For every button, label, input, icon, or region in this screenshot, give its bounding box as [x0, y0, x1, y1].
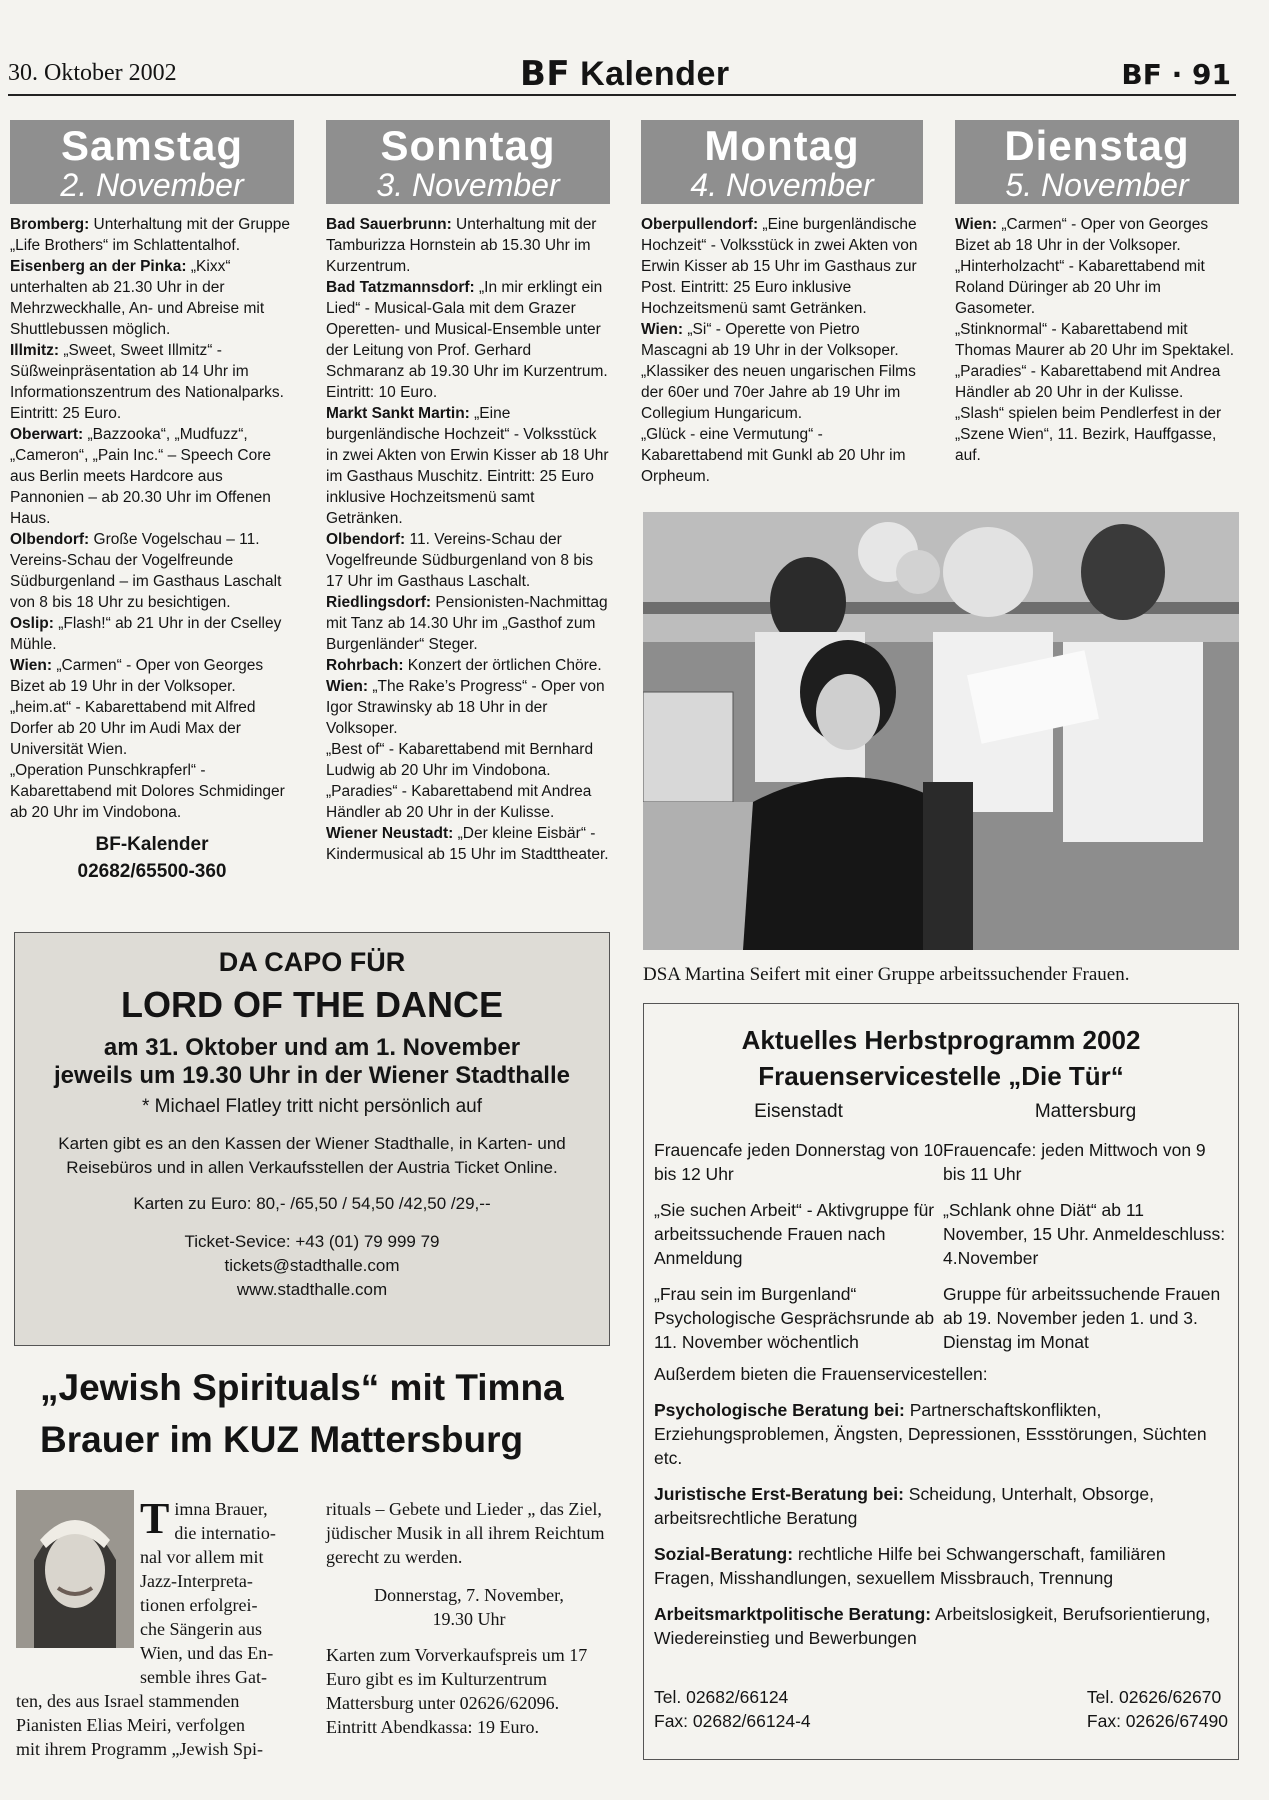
- service-label: Psychologische Beratung bei:: [654, 1400, 905, 1420]
- dacapo-note: * Michael Flatley tritt nicht persönlich auf: [141, 1096, 483, 1117]
- service-item: [654, 1602, 1228, 1650]
- event-place: Olbendorf:: [326, 531, 406, 548]
- event-item: [641, 319, 923, 361]
- event-place: Oberpullendorf:: [641, 216, 759, 233]
- event-item: [326, 592, 610, 655]
- jewish-body-side: [140, 1494, 300, 1689]
- body-line: Pianisten Elias Meiri, verfolgen: [16, 1715, 245, 1735]
- jewish-tickets: Karten zum Vorverkaufspreis um 17 Euro gibt es im Kulturzentrum Mattersburg unter 02626/62096. Eintritt Abendkassa: 19 Euro.: [326, 1645, 588, 1737]
- event-text: „The Rake’s Progress“ - Oper von Igor Strawinsky ab 18 Uhr in der Volksoper.: [326, 678, 605, 737]
- event-text: „heim.at“ - Kabarettabend mit Alfred Dorfer ab 20 Uhr im Audi Max der Universität Wien.: [10, 699, 256, 758]
- dacapo-web: www.stadthalle.com: [236, 1280, 388, 1299]
- event-place: Oberwart:: [10, 426, 84, 443]
- event-text: „Best of“ - Kabarettabend mit Bernhard Ludwig ab 20 Uhr im Vindobona.: [326, 741, 594, 779]
- service-item: [654, 1398, 1228, 1470]
- event-place: Rohrbach:: [326, 657, 404, 674]
- day-date: 5. November: [1005, 167, 1189, 203]
- event-text: „In mir erklingt ein Lied“ - Musical-Gala mit dem Grazer Operetten- und Musical-Ensemble unter der Leitung von Prof. Gerhard Schmaranz ab 19.30 Uhr im Kurzentrum. Eintritt: 10 Euro.: [326, 279, 608, 401]
- event-item: [326, 214, 610, 277]
- service-text: Scheidung, Unterhalt, Obsorge, arbeitsrechtliche Beratung: [654, 1484, 1154, 1528]
- dacapo-email: tickets@stadthalle.com: [224, 1256, 400, 1275]
- dacapo-sales-line: Karten gibt es an den Kassen der Wiener Stadthalle, in Karten- und: [58, 1134, 566, 1153]
- body-line: mit ihrem Programm „Jewish Spi-: [16, 1739, 263, 1759]
- event-item: [10, 613, 294, 655]
- service-item: [654, 1482, 1228, 1530]
- event-item: [955, 403, 1239, 466]
- event-text: „Stinknormal“ - Kabarettabend mit Thomas Maurer ab 20 Uhr im Spektakel.: [955, 321, 1235, 359]
- city-name: Eisenstadt: [754, 1101, 843, 1122]
- event-list: [326, 214, 610, 865]
- event-place: Wien:: [955, 216, 998, 233]
- program-item: Frauencafe: jeden Mittwoch von 9 bis 11 Uhr: [943, 1140, 1206, 1184]
- event-item: [10, 256, 294, 340]
- service-text: Arbeitslosigkeit, Berufsorientierung, Wiedereinstieg und Bewerbungen: [654, 1604, 1211, 1648]
- event-list: [955, 214, 1239, 466]
- issue-date: 30. Oktober 2002: [8, 60, 177, 86]
- event-item: [955, 319, 1239, 361]
- contact-fax: Fax: 02682/66124-4: [654, 1711, 811, 1731]
- body-line: tionen erfolgrei-: [140, 1595, 258, 1615]
- services-intro: Außerdem bieten die Frauenservicestellen:: [654, 1364, 988, 1384]
- body-line: Wien, und das En-: [140, 1643, 274, 1663]
- day-column-samstag: [10, 120, 294, 885]
- day-date: 2. November: [60, 167, 244, 203]
- event-item: [955, 256, 1239, 319]
- event-text: Unterhaltung mit der Tamburizza Hornstein ab 15.30 Uhr im Kurzentrum.: [326, 216, 597, 275]
- body-line: Jazz-Interpreta-: [140, 1571, 253, 1591]
- program-item: „Frau sein im Burgenland“ Psychologische Gesprächsrunde ab 11. November wöchentlich: [654, 1284, 935, 1352]
- event-text: „Eine burgenländische Hochzeit“ - Volksstück in zwei Akten von Erwin Kisser ab 15 Uhr im Gasthaus zur Post. Eintritt: 25 Euro inklusive Hochzeitsmenü samt Getränken.: [641, 216, 918, 317]
- dacapo-contact: [15, 1230, 609, 1302]
- event-text: „Klassiker des neuen ungarischen Films der 60er und 70er Jahre ab 19 Uhr im Collegium Hungaricum.: [641, 363, 916, 422]
- contact-tel: Tel. 02682/66124: [654, 1687, 789, 1707]
- event-place: Oslip:: [10, 615, 54, 632]
- service-label: Sozial-Beratung:: [654, 1544, 794, 1564]
- event-text: „Glück - eine Vermutung“ - Kabarettabend mit Gunkl ab 20 Uhr im Orpheum.: [641, 426, 906, 485]
- day-column-sonntag: [326, 120, 610, 865]
- service-item: [654, 1542, 1228, 1590]
- event-item: [326, 781, 610, 823]
- title-section: Kalender: [580, 55, 730, 93]
- day-column-dienstag: [955, 120, 1239, 466]
- event-text: „Hinterholzacht“ - Kabarettabend mit Roland Düringer ab 20 Uhr im Gasometer.: [955, 258, 1205, 317]
- event-item: [10, 529, 294, 613]
- event-item: [326, 823, 610, 865]
- contact-tel: Tel. 02626/62670: [1086, 1687, 1222, 1707]
- event-item: [10, 655, 294, 697]
- page-number: BF · 91: [1121, 58, 1231, 91]
- jewish-headline-line: Brauer im KUZ Mattersburg: [40, 1419, 524, 1460]
- day-date: 4. November: [690, 167, 874, 203]
- event-place: Wiener Neustadt:: [326, 825, 454, 842]
- event-item: [326, 529, 610, 592]
- day-header: [955, 120, 1239, 204]
- program-item: „Schlank ohne Diät“ ab 11 November, 15 Uhr. Anmeldeschluss: 4.November: [943, 1200, 1226, 1268]
- kalender-phone: 02682/65500-360: [77, 861, 227, 882]
- event-item: [326, 739, 610, 781]
- contact-fax: Fax: 02626/67490: [1086, 1711, 1228, 1731]
- event-text: „Paradies“ - Kabarettabend mit Andrea Händler ab 20 Uhr in der Kulisse.: [326, 783, 592, 821]
- dacapo-kicker: DA CAPO FÜR: [218, 947, 406, 977]
- page-title: [520, 54, 730, 94]
- day-header: [326, 120, 610, 204]
- event-item: [326, 403, 610, 529]
- mattersburg-contact: [1087, 1685, 1228, 1733]
- frauen-locations: [644, 1094, 1238, 1354]
- jewish-headline: [40, 1362, 610, 1466]
- event-item: [641, 214, 923, 319]
- frauen-services: [644, 1354, 1238, 1650]
- event-place: Markt Sankt Martin:: [326, 405, 470, 422]
- event-text: „Eine burgenländische Hochzeit“ - Volksstück in zwei Akten von Erwin Kisser ab 18 Uhr im Gasthaus Muschitz. Eintritt: 25 Euro inklusive Hochzeitsmenü samt Getränken.: [326, 405, 609, 527]
- jewish-headline-line: „Jewish Spirituals“ mit Timna: [40, 1367, 564, 1408]
- event-item: [10, 697, 294, 760]
- event-item: [10, 214, 294, 256]
- dacapo-time: jeweils um 19.30 Uhr in der Wiener Stadthalle: [54, 1062, 570, 1089]
- day-name: Sonntag: [380, 122, 556, 169]
- event-text: „Slash“ spielen beim Pendlerfest in der „Szene Wien“, 11. Bezirk, Hauffgasse, auf.: [955, 405, 1222, 464]
- event-place: Olbendorf:: [10, 531, 90, 548]
- event-place: Wien:: [326, 678, 369, 695]
- photo-caption: DSA Martina Seifert mit einer Gruppe arbeitssuchender Frauen.: [643, 964, 1130, 985]
- service-text: rechtliche Hilfe bei Schwangerschaft, familiären Fragen, Misshandlungen, sexuellem Missbrauch, Trennung: [654, 1544, 1166, 1588]
- event-text: „Carmen“ - Oper von Georges Bizet ab 19 Uhr in der Volksoper.: [10, 657, 264, 695]
- frauen-title-line: Frauenservicestelle „Die Tür“: [758, 1061, 1124, 1091]
- photo-illustration: [643, 512, 1239, 950]
- frauen-mattersburg: [943, 1100, 1228, 1354]
- jewish-body-full: [16, 1689, 306, 1761]
- event-item: [641, 361, 923, 424]
- service-text: Partnerschaftskonflikten, Erziehungsproblemen, Ängsten, Depressionen, Essstörungen, Süchten etc.: [654, 1400, 1207, 1468]
- event-place: Wien:: [10, 657, 53, 674]
- event-text: „Flash!“ ab 21 Uhr in der Cselley Mühle.: [10, 615, 282, 653]
- event-text: Pensionisten-Nachmittag mit Tanz ab 14.30 Uhr im „Gasthof zum Burgenländer“ Steger.: [326, 594, 608, 653]
- event-place: Eisenberg an der Pinka:: [10, 258, 187, 275]
- frauen-eisenstadt: [654, 1100, 943, 1354]
- event-text: „Kixx“ unterhalten ab 21.30 Uhr in der Mehrzweckhalle, An- und Abreise mit Shuttlebussen möglich.: [10, 258, 265, 338]
- dacapo-prices: Karten zu Euro: 80,- /65,50 / 54,50 /42,50 /29,--: [133, 1194, 491, 1213]
- event-place: Riedlingsdorf:: [326, 594, 432, 611]
- event-place: Bad Sauerbrunn:: [326, 216, 452, 233]
- event-text: 11. Vereins-Schau der Vogelfreunde Südburgenland von 8 bis 17 Uhr im Gasthaus Laschalt.: [326, 531, 594, 590]
- day-header: [10, 120, 294, 204]
- frauen-title: [644, 1022, 1238, 1094]
- dacapo-title: LORD OF THE DANCE: [121, 984, 503, 1025]
- day-column-montag: [641, 120, 923, 487]
- event-place: Wien:: [641, 321, 684, 338]
- header-rule: [8, 94, 1236, 96]
- event-text: „Carmen“ - Oper von Georges Bizet ab 18 Uhr in der Volksoper.: [955, 216, 1209, 254]
- event-item: [326, 676, 610, 739]
- event-list: [641, 214, 923, 487]
- frauen-title-line: Aktuelles Herbstprogramm 2002: [741, 1025, 1141, 1055]
- event-item: [10, 424, 294, 529]
- day-date: 3. November: [376, 167, 560, 203]
- program-item: Frauencafe jeden Donnerstag von 10 bis 12 Uhr: [654, 1140, 943, 1184]
- dacapo-sales: [15, 1132, 609, 1180]
- eisenstadt-contact: [654, 1685, 811, 1733]
- dacapo-sales-line: Reisebüros und in allen Verkaufsstellen der Austria Ticket Online.: [66, 1158, 558, 1177]
- day-name: Montag: [704, 122, 860, 169]
- event-item: [326, 655, 610, 676]
- event-item: [10, 760, 294, 823]
- body-line: die internatio-: [174, 1523, 276, 1543]
- event-text: „Sweet, Sweet Illmitz“ - Süßweinpräsentation ab 14 Uhr im Informationszentrum des Nationalparks. Eintritt: 25 Euro.: [10, 342, 284, 422]
- service-label: Arbeitsmarktpolitische Beratung:: [654, 1604, 932, 1624]
- day-name: Samstag: [60, 122, 244, 169]
- event-text: „Operation Punschkrapferl“ - Kabarettabend mit Dolores Schmidinger ab 20 Uhr im Vindobona.: [10, 762, 285, 821]
- event-place: Illmitz:: [10, 342, 60, 359]
- event-text: Große Vogelschau – 11. Vereins-Schau der Vogelfreunde Südburgenland – im Gasthaus Laschalt von 8 bis 18 Uhr zu besichtigen.: [10, 531, 282, 611]
- body-line: nal vor allem mit: [140, 1547, 264, 1567]
- event-text: Konzert der örtlichen Chöre.: [403, 657, 602, 674]
- event-item: [955, 361, 1239, 403]
- body-line: semble ihres Gat-: [140, 1667, 267, 1687]
- dacapo-dates: am 31. Oktober und am 1. November: [103, 1034, 521, 1061]
- jewish-date: Donnerstag, 7. November,: [374, 1585, 564, 1605]
- body-line: Timna Brauer,: [140, 1494, 268, 1543]
- frauen-box: [643, 1003, 1239, 1760]
- event-item: [326, 277, 610, 403]
- body-line: che Sängerin aus: [140, 1619, 262, 1639]
- jewish-column-2: [326, 1497, 612, 1739]
- city-name: Mattersburg: [1034, 1101, 1137, 1122]
- day-name: Dienstag: [1004, 122, 1190, 169]
- group-photo: [643, 512, 1239, 950]
- drop-cap: T: [140, 1494, 170, 1543]
- event-list: [10, 214, 294, 885]
- portrait-illustration: [16, 1490, 134, 1648]
- program-item: „Sie suchen Arbeit“ - Aktivgruppe für arbeitssuchende Frauen nach Anmeldung: [654, 1200, 935, 1268]
- dacapo-ad: [14, 932, 610, 1346]
- jewish-body-cont: rituals – Gebete und Lieder „ das Ziel, jüdischer Musik in all ihrem Reichtum gerecht zu werden.: [326, 1499, 605, 1567]
- jewish-time: 19.30 Uhr: [432, 1609, 506, 1629]
- event-text: „Der kleine Eisbär“ - Kindermusical ab 15 Uhr im Stadttheater.: [326, 825, 609, 863]
- dacapo-ticket: Ticket-Sevice: +43 (01) 79 999 79: [184, 1232, 440, 1251]
- event-text: „Si“ - Operette von Pietro Mascagni ab 19 Uhr in der Volksoper.: [641, 321, 899, 359]
- event-item: [955, 214, 1239, 256]
- title-brand: BF: [520, 54, 571, 94]
- kalender-contact: [10, 831, 294, 885]
- kalender-label: BF-Kalender: [95, 834, 209, 855]
- event-item: [10, 340, 294, 424]
- event-text: Unterhaltung mit der Gruppe „Life Brothers“ im Schlattentalhof.: [10, 216, 290, 254]
- body-line: ten, des aus Israel stammenden: [16, 1691, 240, 1711]
- service-label: Juristische Erst-Beratung bei:: [654, 1484, 904, 1504]
- event-text: „Bazzooka“, „Mudfuzz“, „Cameron“, „Pain Inc.“ – Speech Core aus Berlin meets Hardcore aus Pannonien – ab 20.30 Uhr im Offenen Haus.: [10, 426, 272, 527]
- event-text: „Paradies“ - Kabarettabend mit Andrea Händler ab 20 Uhr in der Kulisse.: [955, 363, 1221, 401]
- event-place: Bad Tatzmannsdorf:: [326, 279, 475, 296]
- event-item: [641, 424, 923, 487]
- program-item: Gruppe für arbeitssuchende Frauen ab 19. November jeden 1. und 3. Dienstag im Monat: [943, 1284, 1221, 1352]
- day-header: [641, 120, 923, 204]
- timna-portrait: [16, 1490, 134, 1648]
- event-place: Bromberg:: [10, 216, 90, 233]
